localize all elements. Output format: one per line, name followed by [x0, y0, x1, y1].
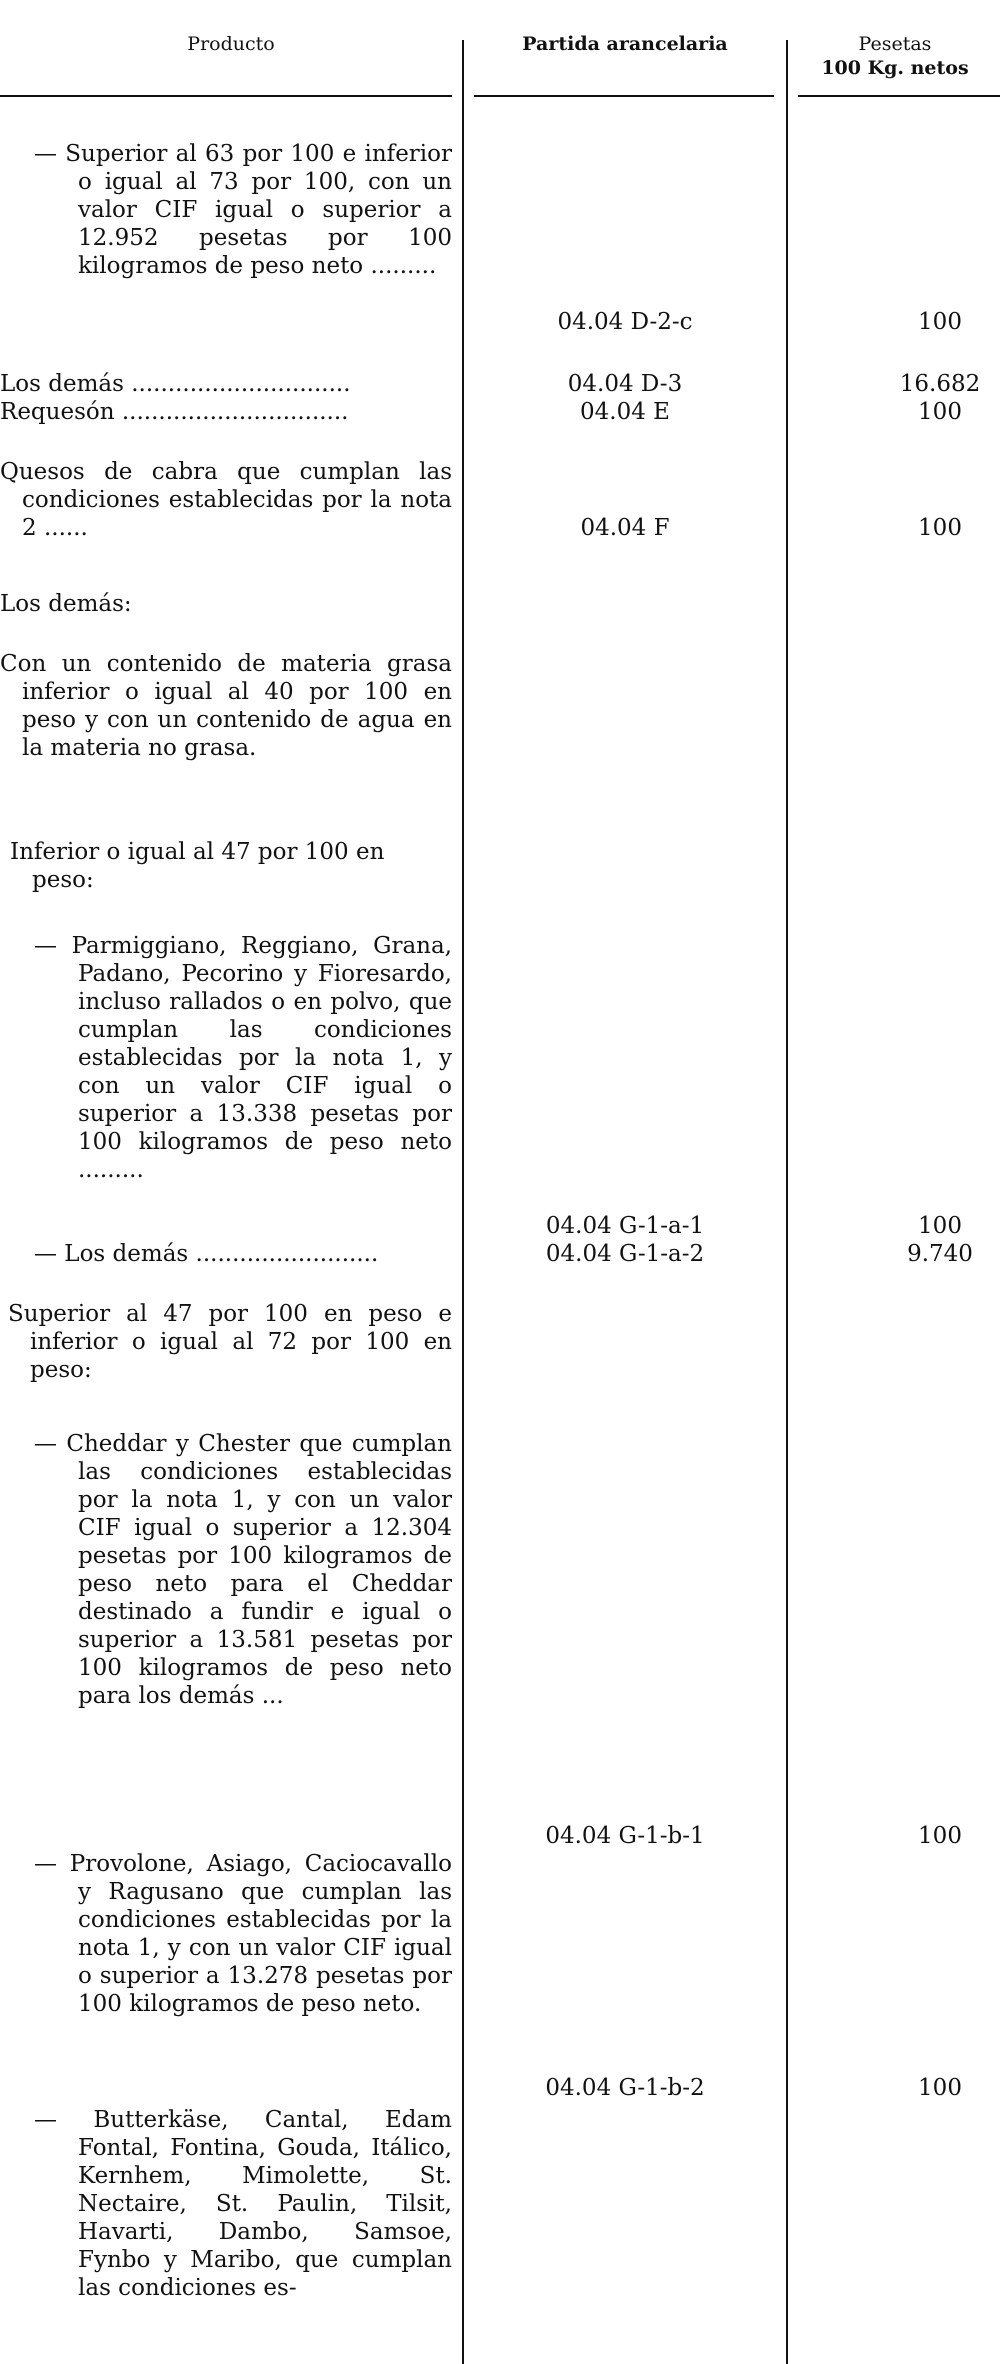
product-text: Inferior o igual al 47 por 100 en peso:: [10, 839, 385, 893]
header-pesetas-line1: Pesetas: [858, 33, 932, 55]
tariff-code: 04.04 G-1-a-2: [545, 1241, 705, 1267]
tariff-value: 100: [918, 1213, 962, 1239]
header-rule-3: [798, 95, 1000, 97]
tariff-code: 04.04 E: [580, 399, 670, 425]
product-text: Requesón ...............................: [0, 399, 349, 425]
product-text: Con un contenido de materia grasa inferior o igual al 40 por 100 en peso y con un contenido de agua en la materia no grasa.: [0, 651, 452, 761]
tariff-value: 16.682: [899, 371, 981, 397]
tariff-value: 100: [918, 1823, 962, 1849]
product-text: — Cheddar y Chester que cumplan las condiciones establecidas por la nota 1, y con un valor CIF igual o superior a 12.304 pesetas por 100 kilogramos de peso neto para el Cheddar destinado a fundir e igual o superior a 13.581 pesetas por 100 kilogramos de peso neto para los demás ...: [34, 1431, 452, 1709]
header-pesetas-line2: 100 Kg. netos: [821, 57, 969, 79]
tariff-value: 100: [918, 515, 962, 541]
product-text: — Parmiggiano, Reggiano, Grana, Padano, Pecorino y Fioresardo, incluso rallados o en polvo, que cumplan las condiciones establecidas por la nota 1, y con un valor CIF igual o superior a 13.338 pesetas por 100 kilogramos de peso neto .........: [34, 933, 452, 1183]
header-partida: Partida arancelaria: [522, 33, 728, 55]
column-divider-1: [462, 40, 464, 2364]
column-divider-2: [786, 40, 788, 2364]
tariff-code: 04.04 D-2-c: [557, 309, 693, 335]
tariff-value: 100: [918, 309, 962, 335]
tariff-code: 04.04 G-1-b-1: [545, 1823, 705, 1849]
tariff-value: 100: [918, 399, 962, 425]
product-text: — Butterkäse, Cantal, Edam Fontal, Fontina, Gouda, Itálico, Kernhem, Mimolette, St. Nectaire, St. Paulin, Tilsit, Havarti, Dambo, Samsoe, Fynbo y Maribo, que cumplan las condiciones es-: [34, 2107, 452, 2301]
product-text: Los demás:: [0, 591, 132, 617]
product-text: — Los demás .........................: [34, 1241, 379, 1267]
header-pesetas: [790, 32, 1000, 80]
product-text: Los demás ..............................: [0, 371, 351, 397]
tariff-code: 04.04 F: [580, 515, 670, 541]
header-rule-1: [0, 95, 452, 97]
product-text: Superior al 47 por 100 en peso e inferior o igual al 72 por 100 en peso:: [8, 1301, 452, 1383]
tariff-code: 04.04 G-1-a-1: [545, 1213, 705, 1239]
product-text: — Superior al 63 por 100 e inferior o igual al 73 por 100, con un valor CIF igual o superior a 12.952 pesetas por 100 kilogramos de peso neto .........: [34, 141, 452, 279]
product-text: — Provolone, Asiago, Caciocavallo y Ragusano que cumplan las condiciones establecidas por la nota 1, y con un valor CIF igual o superior a 13.278 pesetas por 100 kilogramos de peso neto.: [34, 1851, 452, 2017]
tariff-code: 04.04 D-3: [567, 371, 683, 397]
tariff-code: 04.04 G-1-b-2: [545, 2075, 705, 2101]
tariff-value: 9.740: [907, 1241, 973, 1267]
product-text: Quesos de cabra que cumplan las condiciones establecidas por la nota 2 ......: [0, 459, 452, 541]
header-rule-2: [474, 95, 774, 97]
header-producto: Producto: [187, 33, 275, 55]
tariff-value: 100: [918, 2075, 962, 2101]
